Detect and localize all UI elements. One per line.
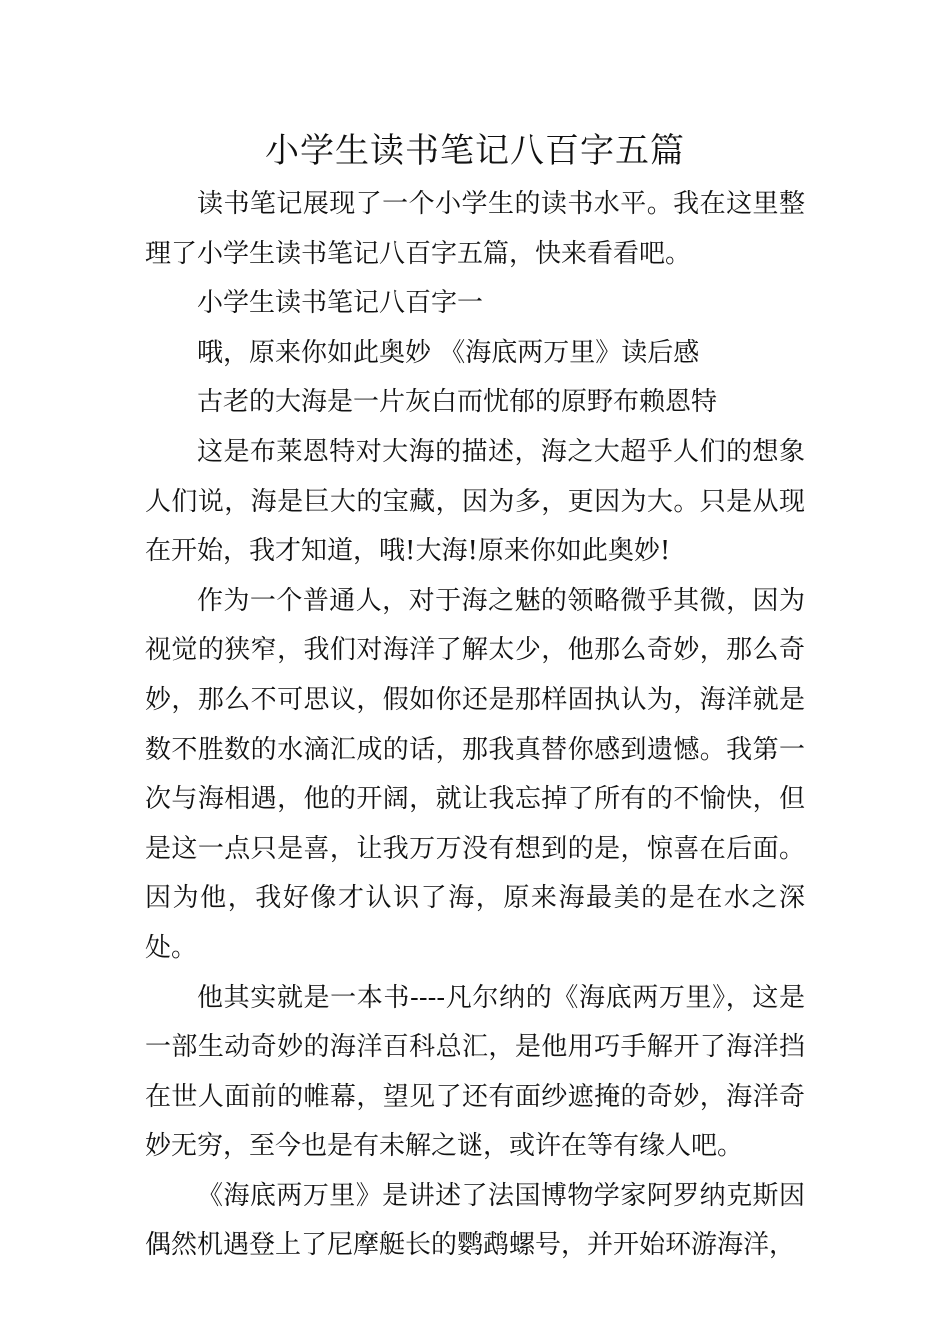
document-body — [145, 126, 805, 1271]
body-paragraph: 他其实就是一本书----凡尔纳的《海底两万里》，这是一部生动奇妙的海洋百科总汇，是他用巧手解开了海洋挡在世人面前的帷幕，望见了还有面纱遮掩的奇妙，海洋奇妙无穷，至今也是有未解之谜，或许在等有缘人吧。 — [145, 982, 805, 1162]
body-paragraph: 这是布莱恩特对大海的描述，海之大超乎人们的想象人们说，海是巨大的宝藏，因为多，更因为大。只是从现在开始，我才知道，哦!大海!原来你如此奥妙! — [145, 436, 805, 567]
section-heading: 小学生读书笔记八百字一 — [197, 288, 484, 319]
body-paragraph: 《海底两万里》是讲述了法国博物学家阿罗纳克斯因偶然机遇登上了尼摩艇长的鹦鹉螺号，并开始环游海洋， — [145, 1180, 805, 1261]
body-paragraph: 作为一个普通人，对于海之魅的领略微乎其微，因为视觉的狭窄，我们对海洋了解太少，他那么奇妙，那么奇妙，那么不可思议，假如你还是那样固执认为，海洋就是数不胜数的水滴汇成的话，那我真替你感到遗憾。我第一次与海相遇，他的开阔，就让我忘掉了所有的不愉快，但是这一点只是喜，让我万万没有想到的是，惊喜在后面。因为他，我好像才认识了海，原来海最美的是在水之深处。 — [145, 585, 805, 963]
essay-title: 哦，原来你如此奥妙 《海底两万里》读后感 — [197, 337, 700, 368]
epigraph: 古老的大海是一片灰白而忧郁的原野布赖恩特 — [197, 387, 718, 418]
intro-paragraph: 读书笔记展现了一个小学生的读书水平。我在这里整理了小学生读书笔记八百字五篇，快来看看吧。 — [145, 189, 805, 269]
document-title: 小学生读书笔记八百字五篇 — [265, 131, 685, 171]
